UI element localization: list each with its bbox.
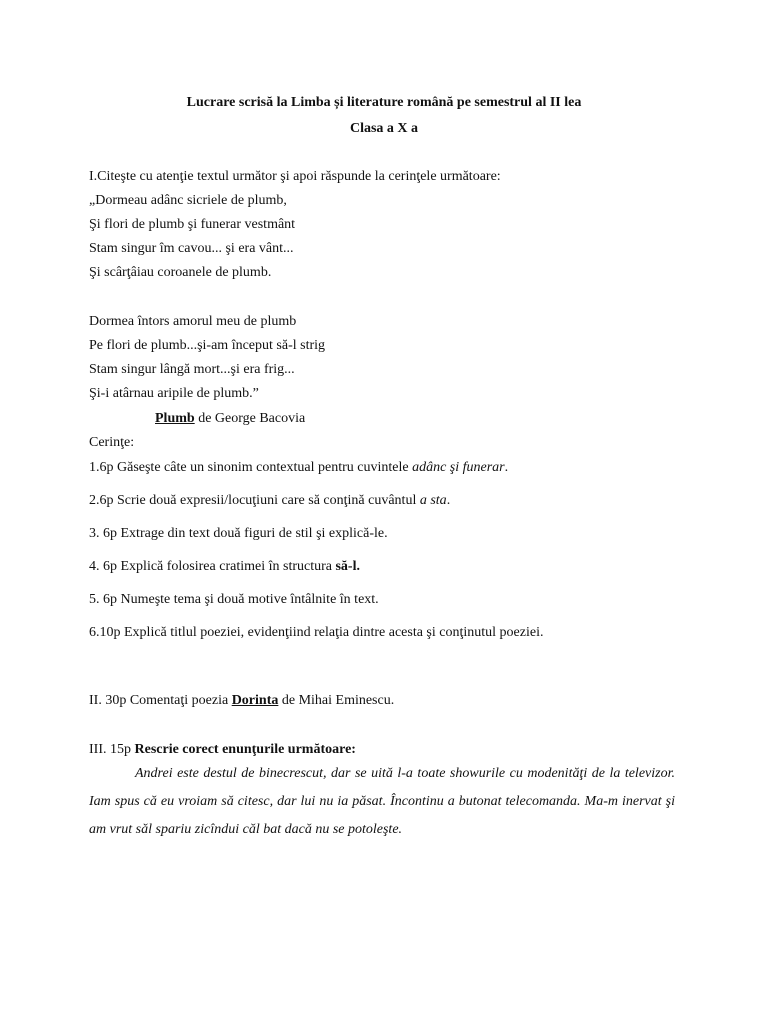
requirements-label: Cerinţe: xyxy=(89,435,135,450)
requirement-2 xyxy=(89,492,450,510)
section2-poem-title: Dorinta xyxy=(231,693,279,708)
requirement-5: 5. 6p Numeşte tema şi două motive întâlnite în text. xyxy=(89,592,379,607)
document-title: Lucrare scrisă la Limba și literature română pe semestrul al II lea xyxy=(186,95,582,110)
poem-line: Dormea întors amorul meu de plumb xyxy=(89,314,297,329)
requirement-bold: să-l. xyxy=(335,559,360,574)
poem-author: de George Bacovia xyxy=(194,411,306,426)
section3-paragraph-text: Andrei este destul de binecrescut, dar se uită l-a toate showurile cu modenităţi de la televizor. Iam spus că eu vroiam să citesc, dar lui nu ia păsat. Încontinu a butonat telecomanda. Ma-m inervat şi am vrut săl spariu zicîndui căl bat dacă nu se potoleşte. xyxy=(89,766,675,837)
poem-line: Stam singur lângă mort...şi era frig... xyxy=(89,362,295,377)
requirement-3: 3. 6p Extrage din text două figuri de stil şi explică-le. xyxy=(89,526,388,541)
requirement-end: . xyxy=(504,460,509,475)
requirement-6: 6.10p Explică titlul poeziei, evidenţiind relaţia dintre acesta şi conţinutul poeziei. xyxy=(89,625,544,640)
poem-line: Şi flori de plumb şi funerar vestmânt xyxy=(89,217,296,232)
document-subtitle: Clasa a X a xyxy=(349,121,419,136)
poem-line: Pe flori de plumb...şi-am început să-l strig xyxy=(89,338,326,353)
poem-line: „Dormeau adânc sicriele de plumb, xyxy=(89,193,287,208)
section1-intro: I.Citeşte cu atenţie textul următor şi apoi răspunde la cerinţele următoare: xyxy=(89,169,501,184)
requirement-text: 2.6p Scrie două expresii/locuţiuni care să conţină cuvântul xyxy=(89,493,420,508)
section3-prefix: III. 15p xyxy=(89,742,135,757)
section3-paragraph xyxy=(89,760,675,844)
section3-task xyxy=(89,741,356,759)
poem-line: Stam singur îm cavou... şi era vânt... xyxy=(89,241,294,256)
poem-attribution xyxy=(155,410,305,428)
poem-title: Plumb xyxy=(155,411,195,426)
requirement-text: 1.6p Găseşte câte un sinonim contextual pentru cuvintele xyxy=(89,460,413,475)
requirement-text: 4. 6p Explică folosirea cratimei în structura xyxy=(89,559,336,574)
poem-line: Şi-i atârnau aripile de plumb.” xyxy=(89,386,259,401)
requirement-italic: a sta xyxy=(419,493,447,508)
requirement-italic: adânc şi funerar xyxy=(412,460,505,475)
requirement-end: . xyxy=(446,493,451,508)
requirement-1 xyxy=(89,459,508,477)
section2-suffix: de Mihai Eminescu. xyxy=(278,693,395,708)
requirement-4 xyxy=(89,558,360,576)
section3-heading: Rescrie corect enunţurile următoare: xyxy=(134,742,356,757)
poem-line: Şi scârţâiau coroanele de plumb. xyxy=(89,265,272,280)
section2-prefix: II. 30p Comentaţi poezia xyxy=(89,693,232,708)
section2-task xyxy=(89,692,394,710)
